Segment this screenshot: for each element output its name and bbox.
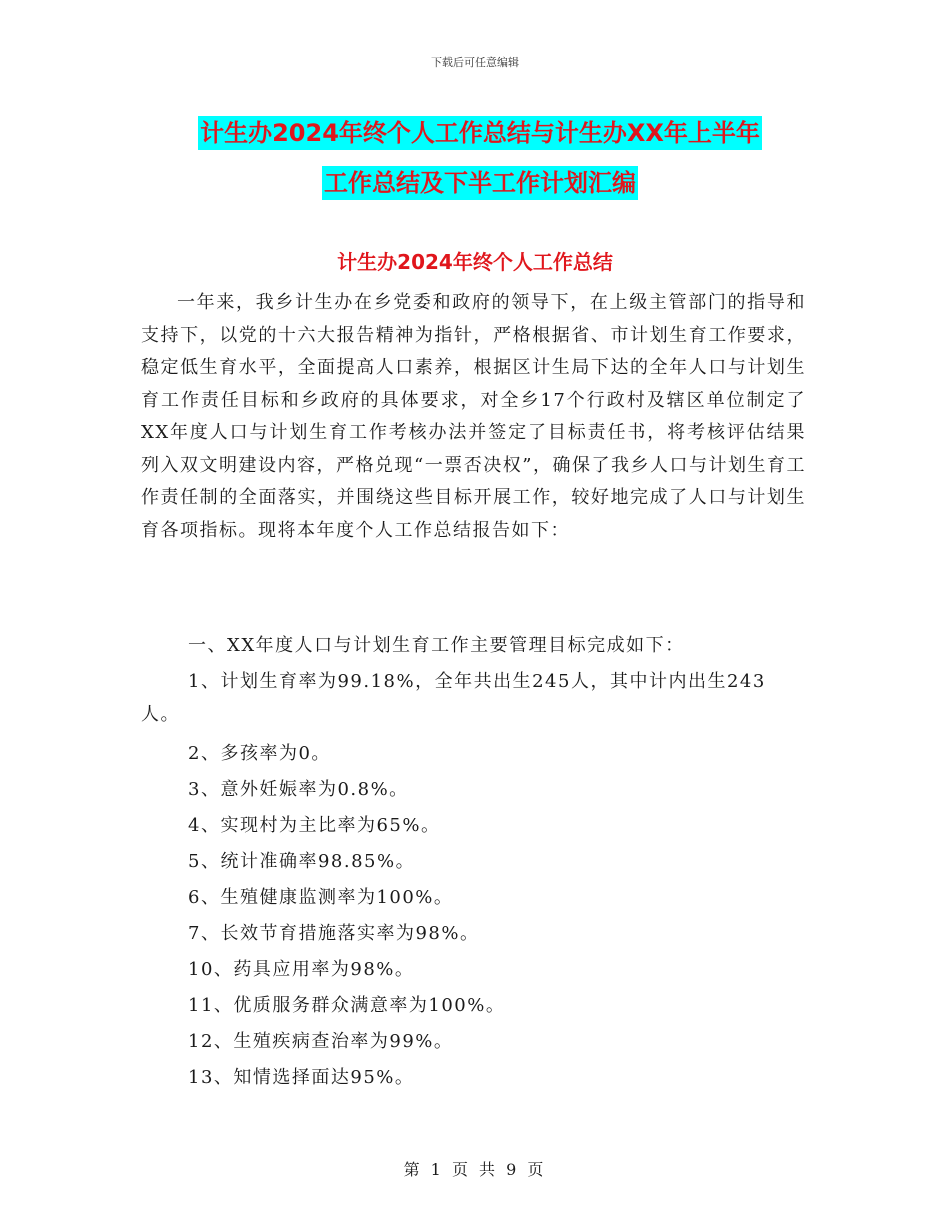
document-title bbox=[150, 108, 810, 208]
page-footer: 第 1 页 共 9 页 bbox=[403, 1160, 547, 1179]
list-item: 13、知情选择面达95%。 bbox=[188, 1067, 415, 1088]
list-item: 12、生殖疾病查治率为99%。 bbox=[188, 1031, 454, 1052]
header-note: 下载后可任意编辑 bbox=[431, 56, 519, 69]
section-title: 计生办2024年终个人工作总结 bbox=[337, 250, 613, 274]
list-item: 5、统计准确率98.85%。 bbox=[188, 851, 416, 872]
list-item: 1、计划生育率为99.18%，全年共出生245人，其中计内出生243人。 bbox=[141, 671, 766, 725]
title-line-1: 计生办2024年终个人工作总结与计生办XX年上半年 bbox=[198, 116, 762, 150]
list-item: 10、药具应用率为98%。 bbox=[188, 959, 415, 980]
body-text bbox=[141, 287, 806, 547]
list-item: 7、长效节育措施落实率为98%。 bbox=[188, 923, 480, 944]
section-heading: 一、XX年度人口与计划生育工作主要管理目标完成如下： bbox=[188, 635, 685, 656]
list-item: 3、意外妊娠率为0.8%。 bbox=[188, 779, 409, 800]
intro-paragraph: 一年来，我乡计生办在乡党委和政府的领导下，在上级主管部门的指导和支持下，以党的十六大报告精神为指针，严格根据省、市计划生育工作要求，稳定低生育水平，全面提高人口素养，根据区计生局下达的全年人口与计划生育工作责任目标和乡政府的具体要求，对全乡17个行政村及辖区单位制定了XX年度人口与计划生育工作考核办法并签定了目标责任书，将考核评估结果列入双文明建设内容，严格兑现“一票否决权”，确保了我乡人口与计划生育工作责任制的全面落实，并围绕这些目标开展工作，较好地完成了人口与计划生育各项指标。现将本年度个人工作总结报告如下： bbox=[141, 292, 806, 541]
list-item: 2、多孩率为0。 bbox=[188, 743, 331, 764]
list-item: 11、优质服务群众满意率为100%。 bbox=[188, 995, 506, 1016]
title-line-2: 工作总结及下半工作计划汇编 bbox=[322, 166, 638, 200]
list-item: 6、生殖健康监测率为100%。 bbox=[188, 887, 454, 908]
list-item: 4、实现村为主比率为65%。 bbox=[188, 815, 441, 836]
